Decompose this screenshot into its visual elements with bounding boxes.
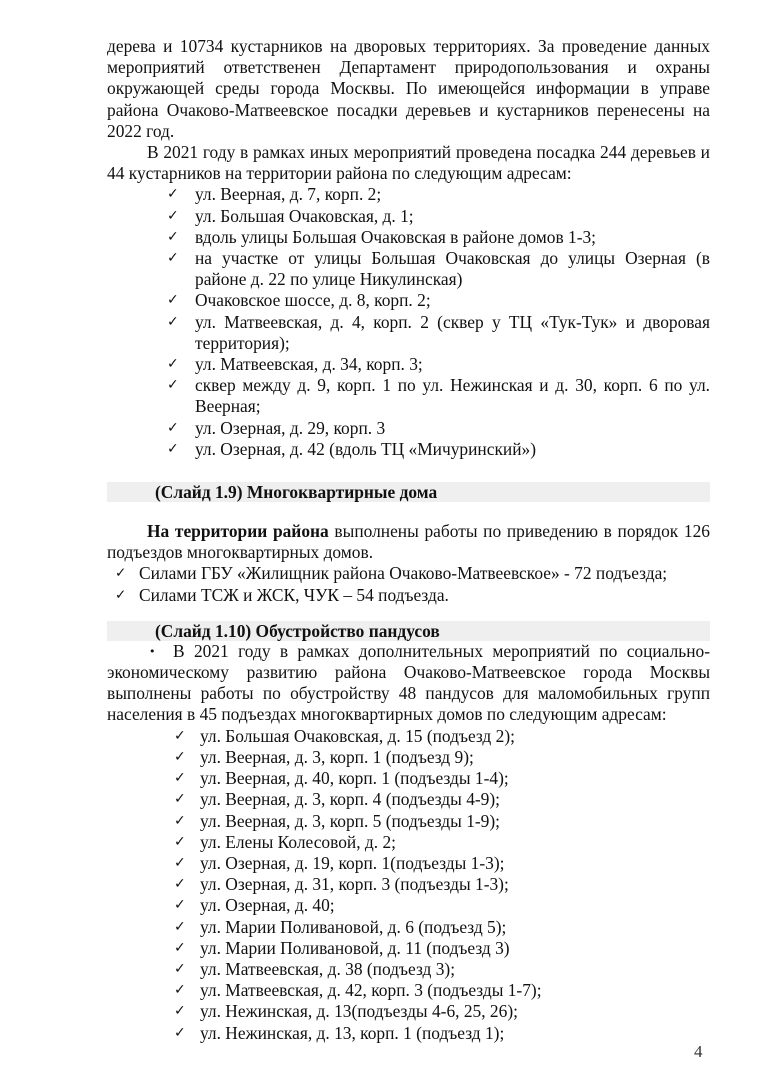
list-item: ✓ ул. Нежинская, д. 13, корп. 1 (подъезд 1); <box>174 1022 505 1043</box>
list-item: ✓ ул. Озерная, д. 31, корп. 3 (подъезды 1-3); <box>174 874 509 895</box>
list-item: ✓ ул. Матвеевская, д. 4, корп. 2 (сквер у ТЦ «Тук-Тук» и дворовая территория); <box>167 311 710 353</box>
checkmark-icon: ✓ <box>167 377 179 394</box>
list-item: ✓ ул. Веерная, д. 3, корп. 4 (подъезды 4-9); <box>174 789 500 810</box>
ramps-paragraph <box>107 641 710 726</box>
list-item: ✓ сквер между д. 9, корп. 1 по ул. Нежинская и д. 30, корп. 6 по ул. Веерная; <box>167 375 710 417</box>
ramps-paragraph-text: В 2021 году в рамках дополнительных мероприятий по социально-экономическому развитию района Очаково-Матвеевское города Москвы выполнены работы по обустройству 48 пандусов для маломобильных групп населения в 45 подъездах многоквартирных домов по следующим адресам: <box>107 640 710 725</box>
apartments-paragraph <box>107 521 710 563</box>
spacer <box>107 502 710 521</box>
list-item: ✓ ул. Марии Поливановой, д. 6 (подъезд 5); <box>174 916 507 937</box>
list-item: ✓ ул. Большая Очаковская, д. 15 (подъезд 2); <box>174 725 515 746</box>
checkmark-icon: ✓ <box>174 876 186 893</box>
list-item: ✓ ул. Веерная, д. 3, корп. 5 (подъезды 1-9); <box>174 810 500 831</box>
list-item: ✓ ул. Веерная, д. 3, корп. 1 (подъезд 9); <box>174 746 474 767</box>
checkmark-icon: ✓ <box>167 313 179 330</box>
list-item: ✓ Очаковское шоссе, д. 8, корп. 2; <box>167 290 431 311</box>
checkmark-icon: ✓ <box>174 791 186 808</box>
checkmark-icon: ✓ <box>167 250 179 267</box>
checkmark-icon: ✓ <box>174 939 186 956</box>
list-item: ✓ ул. Озерная, д. 40; <box>174 895 335 916</box>
list-item: ✓ ул. Нежинская, д. 13(подъезды 4-6, 25, 26); <box>174 1001 518 1022</box>
section-heading-apartments: (Слайд 1.9) Многоквартирные дома <box>107 482 710 502</box>
list-item: ✓ ул. Марии Поливановой, д. 11 (подъезд 3) <box>174 937 510 958</box>
list-item: ✓ ул. Матвеевская, д. 34, корп. 3; <box>167 354 423 375</box>
list-item: ✓ ул. Веерная, д. 40, корп. 1 (подъезды 1-4); <box>174 768 509 789</box>
checkmark-icon: ✓ <box>167 292 179 309</box>
checkmark-icon: ✓ <box>167 419 179 436</box>
checkmark-icon: ✓ <box>167 440 179 457</box>
bullet-icon: • <box>149 644 156 658</box>
list-item: ✓ Силами ТСЖ и ЖСК, ЧУК – 54 подъезда. <box>115 584 449 605</box>
apartments-entrance-list <box>107 563 710 605</box>
checkmark-icon: ✓ <box>167 186 179 203</box>
apartments-lead-text: выполнены работы по приведению в порядок 126 подъездов многоквартирных домов. <box>107 521 710 563</box>
section-heading-ramps: (Слайд 1.10) Обустройство пандусов <box>107 621 710 641</box>
list-item: ✓ вдоль улицы Большая Очаковская в районе домов 1-3; <box>167 226 597 247</box>
list-item: ✓ ул. Елены Колесовой, д. 2; <box>174 831 396 852</box>
spacer <box>107 606 710 621</box>
planting-paragraph: В 2021 году в рамках иных мероприятий проведена посадка 244 деревьев и 44 кустарников на территории района по следующим адресам: <box>107 142 710 184</box>
checkmark-icon: ✓ <box>174 833 186 850</box>
apartments-lead-bold: На территории района <box>147 521 329 542</box>
checkmark-icon: ✓ <box>174 727 186 744</box>
list-item: ✓ Силами ГБУ «Жилищник района Очаково-Матвеевское» - 72 подъезда; <box>115 563 668 584</box>
checkmark-icon: ✓ <box>174 854 186 871</box>
list-item: ✓ ул. Озерная, д. 42 (вдоль ТЦ «Мичуринский») <box>167 438 537 459</box>
checkmark-icon: ✓ <box>115 586 127 603</box>
ramps-address-list <box>107 726 710 1044</box>
list-item: ✓ на участке от улицы Большая Очаковская до улицы Озерная (в районе д. 22 по улице Никулинская) <box>167 248 710 290</box>
checkmark-icon: ✓ <box>174 1003 186 1020</box>
checkmark-icon: ✓ <box>174 897 186 914</box>
list-item: ✓ ул. Матвеевская, д. 42, корп. 3 (подъезды 1-7); <box>174 980 542 1001</box>
list-item: ✓ ул. Большая Очаковская, д. 1; <box>167 205 414 226</box>
list-item: ✓ ул. Веерная, д. 7, корп. 2; <box>167 184 382 205</box>
checkmark-icon: ✓ <box>174 1024 186 1041</box>
checkmark-icon: ✓ <box>167 356 179 373</box>
checkmark-icon: ✓ <box>174 960 186 977</box>
checkmark-icon: ✓ <box>174 770 186 787</box>
checkmark-icon: ✓ <box>174 918 186 935</box>
list-item: ✓ ул. Озерная, д. 29, корп. 3 <box>167 417 386 438</box>
checkmark-icon: ✓ <box>174 748 186 765</box>
checkmark-icon: ✓ <box>167 207 179 224</box>
page-number: 4 <box>694 1042 703 1061</box>
document-page <box>107 36 710 1044</box>
checkmark-icon: ✓ <box>167 228 179 245</box>
checkmark-icon: ✓ <box>115 565 127 582</box>
spacer <box>107 460 710 482</box>
intro-paragraph: дерева и 10734 кустарников на дворовых территориях. За проведение данных мероприятий ответственен Департамент природопользования и охраны окружающей среды города Москвы. По имеющейся информации в управе района Очаково-Матвеевское посадки деревьев и кустарников перенесены на 2022 год. <box>107 36 710 141</box>
checkmark-icon: ✓ <box>174 812 186 829</box>
list-item: ✓ ул. Озерная, д. 19, корп. 1(подъезды 1-3); <box>174 852 505 873</box>
planting-address-list <box>107 184 710 460</box>
list-item: ✓ ул. Матвеевская, д. 38 (подъезд 3); <box>174 958 456 979</box>
checkmark-icon: ✓ <box>174 982 186 999</box>
